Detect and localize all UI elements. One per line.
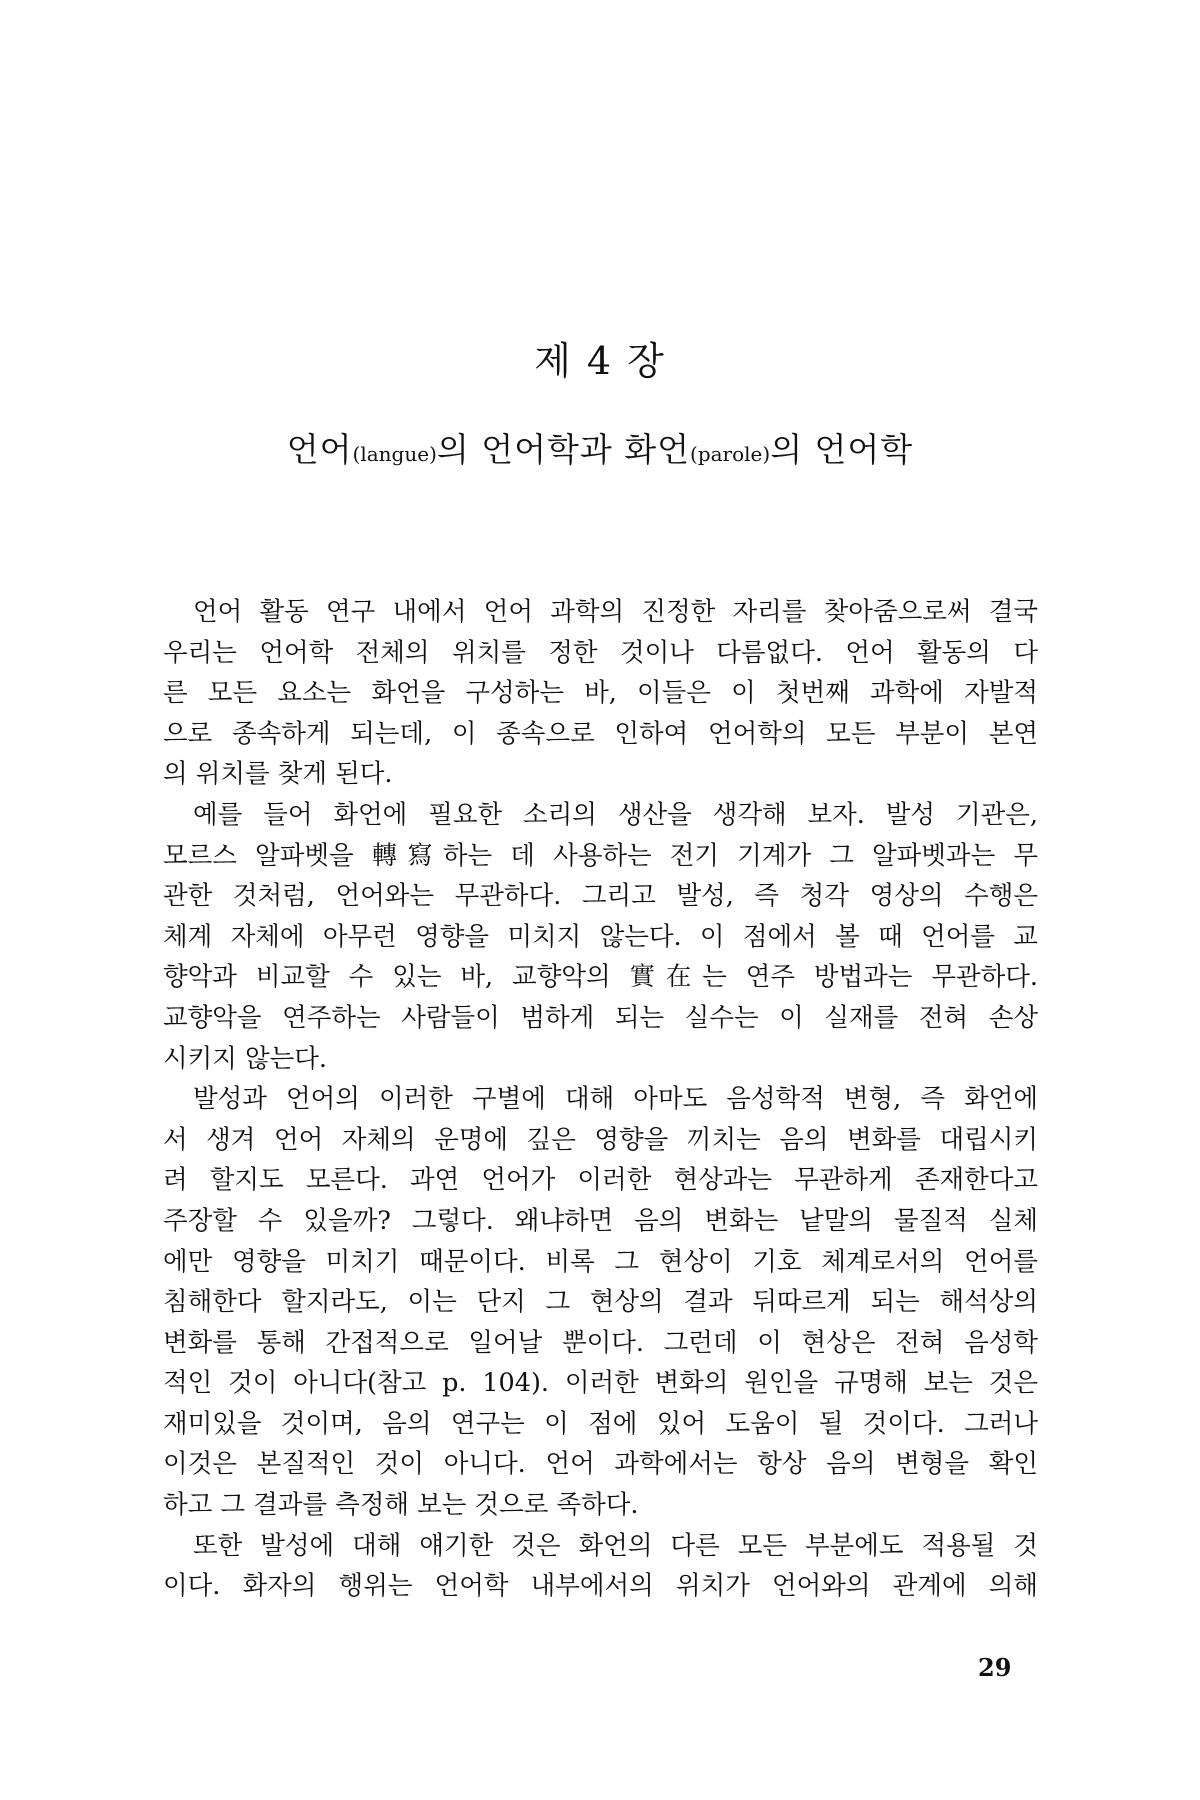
text-line: 의 위치를 찾게 된다. (163, 759, 393, 790)
text-line: 이것은 본질적인 것이 아니다. 언어 과학에서는 항상 음의 변형을 확인 (163, 1449, 1038, 1480)
text-line: 하고 그 결과를 측정해 보는 것으로 족하다. (163, 1490, 639, 1521)
text-line: 모르스 알파벳을 轉寫하는 데 사용하는 전기 기계가 그 알파벳과는 무 (163, 840, 1038, 871)
text-line: 체계 자체에 아무런 영향을 미치지 않는다. 이 점에서 볼 때 언어를 교 (163, 921, 1038, 952)
text-line: 또한 발성에 대해 얘기한 것은 화언의 다른 모든 부분에도 적용될 것 (193, 1530, 1038, 1561)
text-line: 려 할지도 모른다. 과연 언어가 이러한 현상과는 무관하게 존재한다고 (163, 1165, 1038, 1196)
body-text (163, 592, 1038, 1607)
chapter-title (150, 424, 1050, 471)
text-line: 향악과 비교할 수 있는 바, 교향악의 實在는 연주 방법과는 무관하다. (163, 962, 1038, 993)
text-line: 에만 영향을 미치기 때문이다. 비록 그 현상이 기호 체계로서의 언어를 (163, 1246, 1038, 1277)
text-line: 주장할 수 있을까? 그렇다. 왜냐하면 음의 변화는 낱말의 물질적 실체 (163, 1205, 1038, 1236)
text-line: 예를 들어 화언에 필요한 소리의 생산을 생각해 보자. 발성 기관은, (193, 799, 1038, 830)
text-line: 발성과 언어의 이러한 구별에 대해 아마도 음성학적 변형, 즉 화언에 (193, 1084, 1038, 1115)
text-line: 이다. 화자의 행위는 언어학 내부에서의 위치가 언어와의 관계에 의해 (163, 1571, 1038, 1602)
text-line: 언어 활동 연구 내에서 언어 과학의 진정한 자리를 찾아줌으로써 결국 (193, 597, 1038, 627)
text-line: 시키지 않는다. (163, 1043, 328, 1074)
chapter-number: 제 4 장 (534, 339, 666, 383)
text-line: 우리는 언어학 전체의 위치를 정한 것이나 다름없다. 언어 활동의 다 (163, 637, 1038, 668)
text-line: 으로 종속하게 되는데, 이 종속으로 인하여 언어학의 모든 부분이 본연 (163, 718, 1038, 749)
text-line: 관한 것처럼, 언어와는 무관하다. 그리고 발성, 즉 청각 영상의 수행은 (163, 881, 1038, 912)
chapter-title-part-1: 언어 (286, 430, 353, 469)
chapter-title-part-3: 의 언어학 (770, 430, 914, 469)
chapter-title-part-2: 의 언어학과 화언 (436, 430, 691, 469)
chapter-title-term-parole: (parole) (690, 442, 771, 466)
text-line: 재미있을 것이며, 음의 연구는 이 점에 있어 도움이 될 것이다. 그러나 (163, 1408, 1038, 1439)
text-line: 변화를 통해 간접적으로 일어날 뿐이다. 그런데 이 현상은 전혀 음성학 (163, 1327, 1038, 1358)
text-line: 침해한다 할지라도, 이는 단지 그 현상의 결과 뒤따르게 되는 해석상의 (163, 1287, 1038, 1318)
text-line: 교향악을 연주하는 사람들이 범하게 되는 실수는 이 실재를 전혀 손상 (163, 1002, 1038, 1033)
chapter-title-term-langue: (langue) (352, 442, 437, 466)
text-line: 서 생겨 언어 자체의 운명에 깊은 영향을 끼치는 음의 변화를 대립시키 (163, 1124, 1038, 1155)
text-line: 적인 것이 아니다(참고 p. 104). 이러한 변화의 원인을 규명해 보는 것은 (163, 1368, 1038, 1399)
text-line: 른 모든 요소는 화언을 구성하는 바, 이들은 이 첫번째 과학에 자발적 (163, 678, 1038, 709)
page-number: 29 (978, 1653, 1012, 1682)
